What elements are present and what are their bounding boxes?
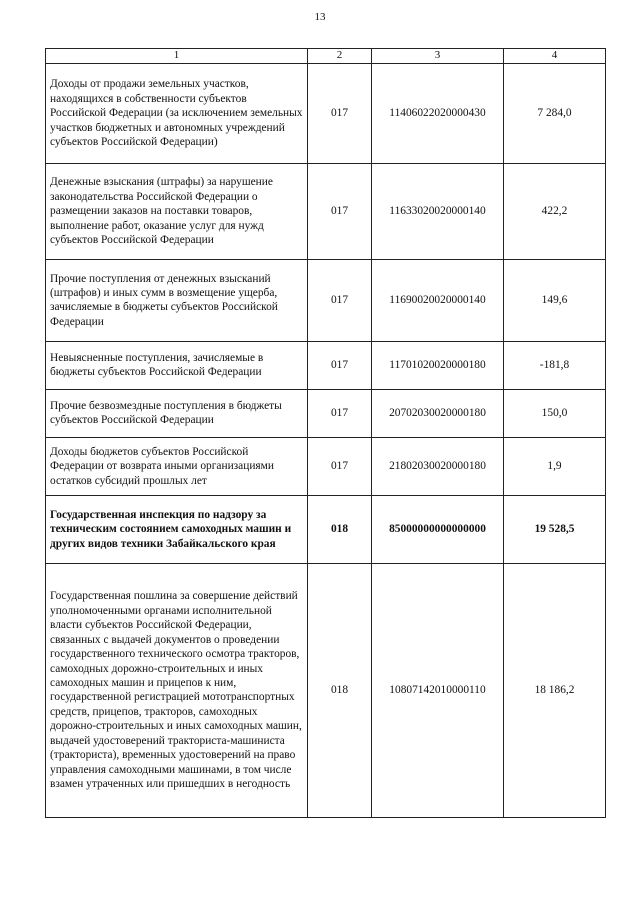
row-admin-code: 018 [308, 563, 372, 817]
table-row [46, 163, 606, 259]
row-budget-code: 85000000000000000 [372, 495, 504, 563]
row-budget-code: 11633020020000140 [372, 163, 504, 259]
row-amount: 149,6 [504, 259, 606, 341]
table-row [46, 495, 606, 563]
page-number: 13 [314, 11, 326, 23]
row-amount: 422,2 [504, 163, 606, 259]
row-amount: -181,8 [504, 341, 606, 389]
row-admin-code: 017 [308, 163, 372, 259]
table-row [46, 563, 606, 817]
row-admin-code: 017 [308, 437, 372, 495]
row-admin-code: 017 [308, 63, 372, 163]
table-row [46, 63, 606, 163]
row-budget-code: 10807142010000110 [372, 563, 504, 817]
column-header-amount: 4 [504, 49, 606, 64]
table-row [46, 259, 606, 341]
row-amount: 7 284,0 [504, 63, 606, 163]
row-amount: 18 186,2 [504, 563, 606, 817]
table-row [46, 389, 606, 437]
row-admin-code: 017 [308, 259, 372, 341]
row-description: Прочие безвозмездные поступления в бюджеты субъектов Российской Федерации [46, 389, 308, 437]
row-amount: 1,9 [504, 437, 606, 495]
row-admin-code: 018 [308, 495, 372, 563]
table-header-row [46, 49, 606, 64]
row-description: Доходы от продажи земельных участков, находящихся в собственности субъектов Российской Федерации (за исключением земельных участков бюджетных и автономных учреждений субъектов Российской Федерации) [46, 63, 308, 163]
row-budget-code: 20702030020000180 [372, 389, 504, 437]
table-row [46, 437, 606, 495]
row-budget-code: 11690020020000140 [372, 259, 504, 341]
row-budget-code: 21802030020000180 [372, 437, 504, 495]
row-budget-code: 11701020020000180 [372, 341, 504, 389]
row-admin-code: 017 [308, 341, 372, 389]
row-description: Денежные взыскания (штрафы) за нарушение законодательства Российской Федерации о размещении заказов на поставки товаров, выполнение работ, оказание услуг для нужд субъектов Российской Федерации [46, 163, 308, 259]
column-header-description: 1 [46, 49, 308, 64]
row-description: Невыясненные поступления, зачисляемые в бюджеты субъектов Российской Федерации [46, 341, 308, 389]
table-row [46, 341, 606, 389]
column-header-code: 3 [372, 49, 504, 64]
row-budget-code: 11406022020000430 [372, 63, 504, 163]
row-description: Прочие поступления от денежных взысканий (штрафов) и иных сумм в возмещение ущерба, зачисляемые в бюджеты субъектов Российской Федерации [46, 259, 308, 341]
row-amount: 150,0 [504, 389, 606, 437]
row-amount: 19 528,5 [504, 495, 606, 563]
row-admin-code: 017 [308, 389, 372, 437]
row-description: Государственная пошлина за совершение действий уполномоченными органами исполнительной власти субъектов Российской Федерации, связанных с выдачей документов о проведении государственного технического осмотра тракторов, самоходных дорожно-строительных и иных самоходных машин и прицепов к ним, государственной регистрацией мототранспортных средств, прицепов, тракторов, самоходных дорожно-строительных и иных самоходных машин, выдачей удостоверений тракториста-машиниста (тракториста), временных удостоверений на право управления самоходными машинами, в том числе взамен утраченных или пришедших в негодность [46, 563, 308, 817]
row-description: Государственная инспекция по надзору за техническим состоянием самоходных машин и других видов техники Забайкальского края [46, 495, 308, 563]
row-description: Доходы бюджетов субъектов Российской Федерации от возврата иными организациями остатков субсидий прошлых лет [46, 437, 308, 495]
budget-revenue-table [45, 48, 606, 818]
column-header-admin: 2 [308, 49, 372, 64]
